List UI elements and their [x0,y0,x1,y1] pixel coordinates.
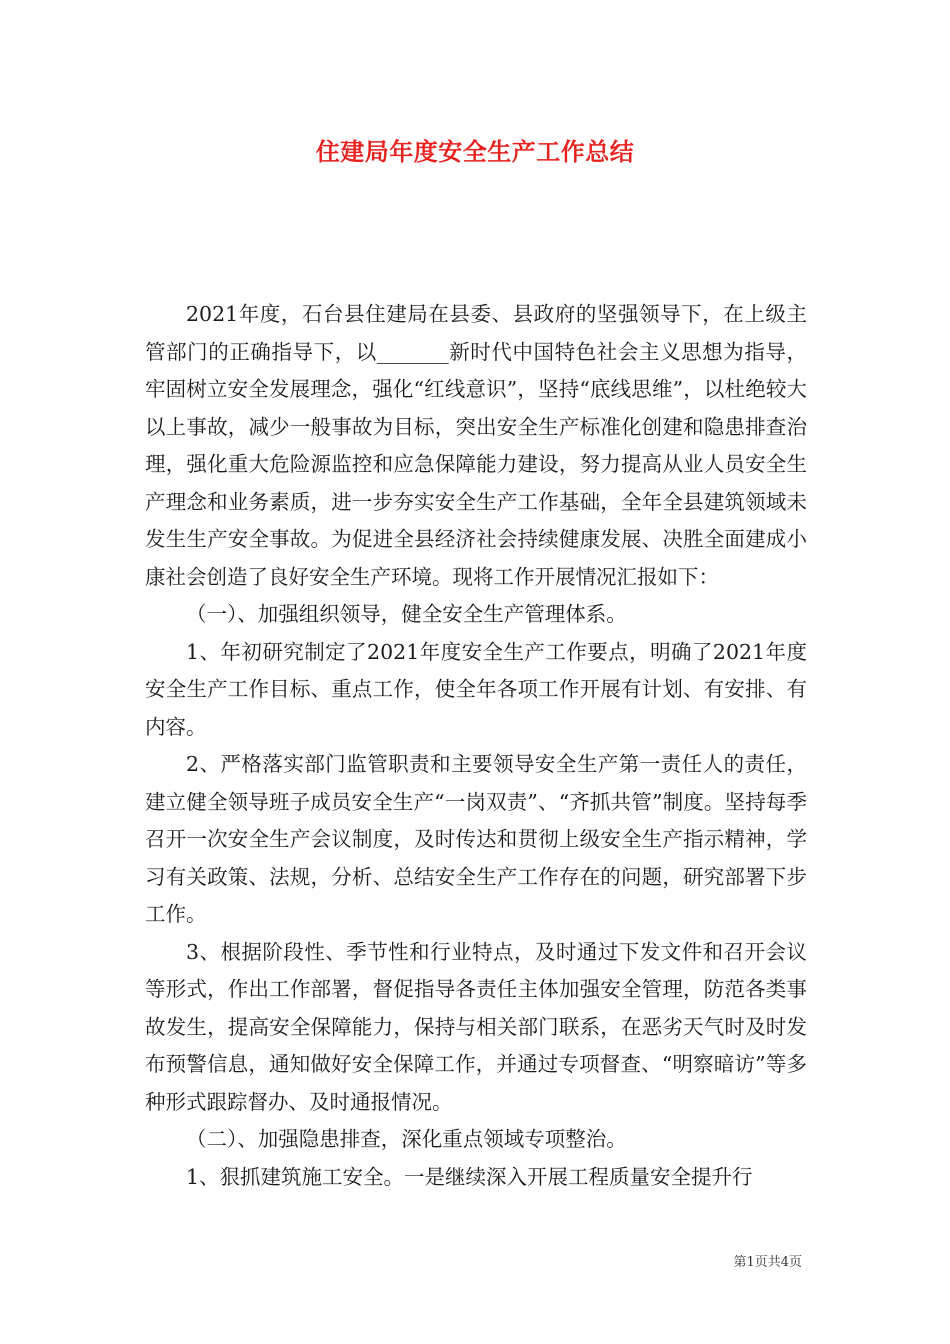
page-number-footer: 第1页共4页 [733,1255,802,1270]
section-heading-2: （二）、加强隐患排查，深化重点领域专项整治。 [186,1127,627,1151]
page-title: 住建局年度安全生产工作总结 [315,138,635,166]
section-heading-1: （一）、加强组织领导，健全安全生产管理体系。 [186,602,627,626]
paragraph-item-1-2: 2、严格落实部门监管职责和主要领导安全生产第一责任人的责任，建立健全领导班子成员安全生产“一岗双责”、“齐抓共管”制度。坚持每季召开一次安全生产会议制度，及时传达和贯彻上级安全生产指示精神，学习有关政策、法规，分析、总结安全生产工作存在的问题，研究部署下步工作。 [145,752,807,926]
paragraph-item-1-1: 1、年初研究制定了2021年度安全生产工作要点，明确了2021年度安全生产工作目标、重点工作，使全年各项工作开展有计划、有安排、有内容。 [145,639,807,739]
paragraph-intro: 2021年度，石台县住建局在县委、县政府的坚强领导下，在上级主管部门的正确指导下，以_______新时代中国特色社会主义思想为指导，牢固树立安全发展理念，强化“红线意识”，坚持“底线思维”，以杜绝较大以上事故，减少一般事故为目标，突出安全生产标准化创建和隐患排查治理，强化重大危险源监控和应急保障能力建设，努力提高从业人员安全生产理念和业务素质，进一步夯实安全生产工作基础，全年全县建筑领域未发生生产安全事故。为促进全县经济社会持续健康发展、决胜全面建成小康社会创造了良好安全生产环境。现将工作开展情况汇报如下： [145,302,807,589]
paragraph-item-1-3: 3、根据阶段性、季节性和行业特点，及时通过下发文件和召开会议等形式，作出工作部署，督促指导各责任主体加强安全管理，防范各类事故发生，提高安全保障能力，保持与相关部门联系，在恶劣天气时及时发布预警信息，通知做好安全保障工作，并通过专项督查、“明察暗访”等多种形式跟踪督办、及时通报情况。 [145,939,807,1114]
document-body [145,296,807,1196]
paragraph-item-2-1: 1、狠抓建筑施工安全。一是继续深入开展工程质量安全提升行 [186,1164,753,1189]
